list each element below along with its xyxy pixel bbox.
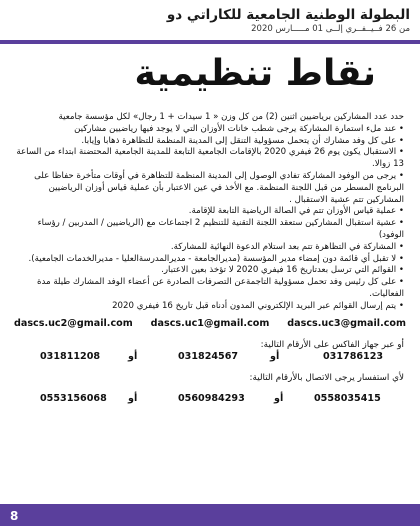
fax-number: 031824567 [178,351,239,362]
phone-numbers [18,393,402,405]
or-separator: أو [270,351,280,362]
rule-paragraph: • يتم إرسال القوائم عبر البريد الإلكتروني المدون أدناه قبل تاريخ 16 فيفري 2020 [112,300,404,311]
organization-rules [12,112,404,313]
rule-paragraph: حدد عدد المشاركين برياضيين اثنين (2) من كل وزن « 1 سيدات + 1 رجال» لكل مؤسسة جامعية [58,112,404,122]
phone-number: 0558035415 [314,393,381,404]
email-list [14,318,406,330]
rule-paragraph: • الاستقبال يكون يوم 26 فيفري 2020 بالإقامات الجامعية التابعة للمدينة الجامعية المحتضنة ابتداء من الساعة 13 زوالا. [16,147,404,170]
page-title: نقاط تنظيمية [134,53,376,94]
inquiry-label: لأي استفسار يرجى الاتصال بالأرقام التالية: [249,373,404,383]
phone-number: 0553156068 [40,393,107,404]
email-address[interactable]: dascs.uc3@gmail.com [287,318,406,329]
rule-paragraph: • القوائم التي ترسل بعدتاريخ 16 فيفري 2020 لا تؤخذ بعين الاعتبار. [161,265,404,276]
event-dates: من 26 فــيــفــري إلــى 01 مـــــارس 2020 [251,24,410,34]
rule-paragraph: • عشية استقبال المشاركين ستعقد اللجنة التقنية للتنظيم 2 اجتماعات مع (الرياضيين / المدربين / رؤساء الوفود) [37,218,404,240]
page-number: 8 [10,509,19,523]
rule-paragraph: • على كل وفد مشارك أن يتحمل مسؤولية التنقل إلى المدينة المنظمة للتظاهرة ذهابا وإيابا. [81,135,404,146]
header-divider [0,40,420,44]
rule-paragraph: • المشاركة في التظاهرة تتم بعد استلام الدعوة النهائية للمشاركة. [170,241,404,252]
or-separator: أو [274,393,284,404]
rule-paragraph: • لا تقبل أي قائمة دون إمضاء مدير المؤسسة (مديرالجامعة - مديرالمدرسةالعليا - مديرالخدمات الجامعية). [28,253,404,264]
rule-paragraph: البرنامج المسطر من قبل اللجنة المنظمة. مع الأخذ في عين الاعتبار بأن عملية قياس أوزان الرياضيين المشاركين تتم عشية الاستقبال . [48,182,404,205]
rule-paragraph: • يرجى من الوفود المشاركة تفادي الوصول إلى المدينة المنظمة للتظاهرة في أوقات متأخرة حفاظا على [34,170,404,181]
or-separator: أو [128,351,138,362]
or-separator: أو [128,393,138,404]
fax-number: 031786123 [323,351,384,362]
fax-numbers [18,351,402,363]
email-address[interactable]: dascs.uc1@gmail.com [150,318,270,329]
rule-paragraph: • عند ملء استمارة المشاركة يرجى شطب خانات الأوزان التي لا يوجد فيها رياضيين مشاركين [74,123,404,134]
event-title: البطولة الوطنية الجامعية للكاراتي دو [166,7,410,23]
rule-paragraph: • عملية قياس الأوزان تتم في الصالة الرياضية التابعة للإقامة. [188,206,404,217]
email-address[interactable]: dascs.uc2@gmail.com [14,318,133,329]
footer-bar [0,504,420,526]
phone-number: 0560984293 [178,393,245,404]
rule-paragraph: • على كل رئيس وفد تحمل مسؤولية التاجمةعن التصرفات الصادرة عن أعضاء الوفد المشارك طيلة مدة الفعاليات. [36,277,404,299]
fax-label: أو عبر جهاز الفاكس على الأرقام التالية: [260,340,404,350]
fax-number: 031811208 [40,351,101,362]
